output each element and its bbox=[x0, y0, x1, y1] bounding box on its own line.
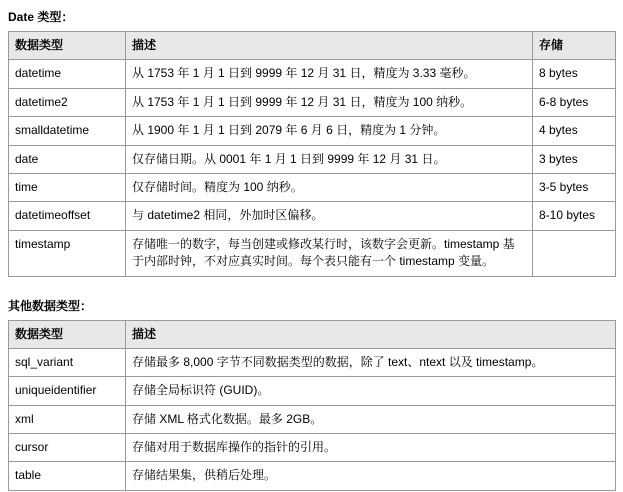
table-row bbox=[9, 145, 616, 173]
cell-datatype: smalldatetime bbox=[9, 117, 126, 145]
column-header-description: 描述 bbox=[126, 32, 533, 60]
table-row bbox=[9, 88, 616, 116]
table-row bbox=[9, 434, 616, 462]
cell-storage: 8-10 bytes bbox=[533, 202, 616, 230]
table-row bbox=[9, 117, 616, 145]
table-row bbox=[9, 173, 616, 201]
column-header-datatype: 数据类型 bbox=[9, 32, 126, 60]
cell-storage: 6-8 bytes bbox=[533, 88, 616, 116]
cell-description: 仅存储时间。精度为 100 纳秒。 bbox=[126, 173, 533, 201]
cell-datatype: datetime bbox=[9, 60, 126, 88]
cell-description: 从 1753 年 1 月 1 日到 9999 年 12 月 31 日，精度为 3.33 毫秒。 bbox=[126, 60, 533, 88]
table-row bbox=[9, 202, 616, 230]
cell-description: 存储全局标识符 (GUID)。 bbox=[126, 377, 616, 405]
cell-description: 从 1900 年 1 月 1 日到 2079 年 6 月 6 日，精度为 1 分钟。 bbox=[126, 117, 533, 145]
cell-datatype: cursor bbox=[9, 434, 126, 462]
cell-description: 存储结果集，供稍后处理。 bbox=[126, 462, 616, 490]
column-header-datatype: 数据类型 bbox=[9, 320, 126, 348]
cell-description: 与 datetime2 相同，外加时区偏移。 bbox=[126, 202, 533, 230]
cell-datatype: timestamp bbox=[9, 230, 126, 276]
table-header-row bbox=[9, 32, 616, 60]
date-section-title: Date 类型： bbox=[8, 10, 74, 24]
table-row bbox=[9, 348, 616, 376]
cell-datatype: uniqueidentifier bbox=[9, 377, 126, 405]
other-types-table bbox=[8, 320, 616, 491]
cell-storage: 4 bytes bbox=[533, 117, 616, 145]
column-header-storage: 存储 bbox=[533, 32, 616, 60]
table-row bbox=[9, 405, 616, 433]
cell-storage: 3 bytes bbox=[533, 145, 616, 173]
date-types-table bbox=[8, 31, 616, 277]
table-row bbox=[9, 60, 616, 88]
cell-datatype: table bbox=[9, 462, 126, 490]
cell-datatype: datetime2 bbox=[9, 88, 126, 116]
cell-datatype: xml bbox=[9, 405, 126, 433]
other-section-title: 其他数据类型： bbox=[8, 298, 93, 313]
cell-storage: 3-5 bytes bbox=[533, 173, 616, 201]
table-row bbox=[9, 230, 616, 276]
cell-datatype: sql_variant bbox=[9, 348, 126, 376]
table-header-row bbox=[9, 320, 616, 348]
table-row bbox=[9, 377, 616, 405]
cell-description: 仅存储日期。从 0001 年 1 月 1 日到 9999 年 12 月 31 日。 bbox=[126, 145, 533, 173]
cell-storage bbox=[533, 230, 616, 276]
cell-description: 存储 XML 格式化数据。最多 2GB。 bbox=[126, 405, 616, 433]
cell-description: 存储唯一的数字，每当创建或修改某行时，该数字会更新。timestamp 基于内部时钟，不对应真实时间。每个表只能有一个 timestamp 变量。 bbox=[126, 230, 533, 276]
cell-datatype: date bbox=[9, 145, 126, 173]
cell-datatype: time bbox=[9, 173, 126, 201]
cell-description: 存储最多 8,000 字节不同数据类型的数据，除了 text、ntext 以及 timestamp。 bbox=[126, 348, 616, 376]
table-row bbox=[9, 462, 616, 490]
cell-datatype: datetimeoffset bbox=[9, 202, 126, 230]
column-header-description: 描述 bbox=[126, 320, 616, 348]
cell-storage: 8 bytes bbox=[533, 60, 616, 88]
cell-description: 存储对用于数据库操作的指针的引用。 bbox=[126, 434, 616, 462]
cell-description: 从 1753 年 1 月 1 日到 9999 年 12 月 31 日，精度为 100 纳秒。 bbox=[126, 88, 533, 116]
